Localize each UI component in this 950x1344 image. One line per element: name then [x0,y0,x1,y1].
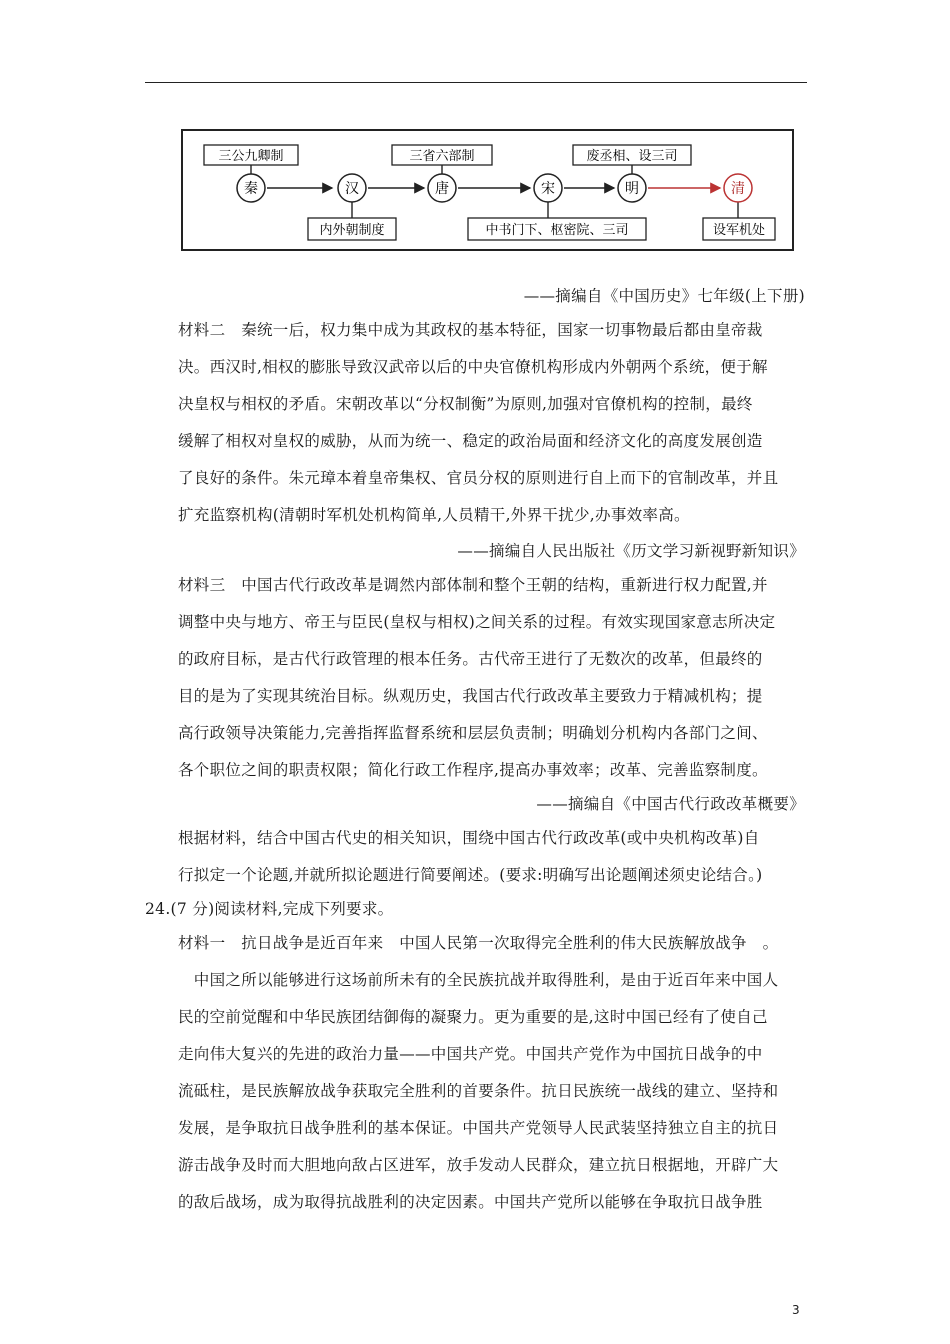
material3-line: 调整中央与地方、帝王与臣民(皇权与相权)之间关系的过程。有效实现国家意志所决定 [178,613,776,631]
header-rule [145,82,807,83]
q24-line: 的敌后战场，成为取得抗战胜利的决定因素。中国共产党所以能够在争取抗日战争胜 [178,1193,763,1211]
q24-heading: 24.(7 分)阅读材料,完成下列要求。 [145,900,394,918]
q24-line: 走向伟大复兴的先进的政治力量——中国共产党。中国共产党作为中国抗日战争的中 [178,1045,763,1063]
q24-line: 流砥柱，是民族解放战争获取完全胜利的首要条件。抗日民族统一战线的建立、坚持和 [178,1082,779,1100]
material2-line: 决皇权与相权的矛盾。宋朝改革以“分权制衡”为原则,加强对官僚机构的控制，最终 [178,395,753,413]
label-sangong: 三公九卿制 [218,149,284,164]
material2-line: 扩充监察机构(清朝时军机处机构简单,人员精干,外界干扰少,办事效率高。 [178,506,690,524]
dynasty-qin: 秦 [244,181,258,197]
material2-line: 缓解了相权对皇权的威胁，从而为统一、稳定的政治局面和经济文化的高度发展创造 [178,432,763,450]
dynasty-qing: 清 [731,181,745,197]
material2-line: 了良好的条件。朱元璋本着皇帝集权、官员分权的原则进行自上而下的官制改革，并且 [178,469,779,487]
question-line: 根据材料，结合中国古代史的相关知识，围绕中国古代行政改革(或中央机构改革)自 [178,829,760,847]
material3-line: 的政府目标，是古代行政管理的根本任务。古代帝王进行了无数次的改革，但最终的 [178,650,763,668]
label-neiwaichao: 内外朝制度 [319,223,385,238]
material3-line: 各个职位之间的职责权限；简化行政工作程序,提高办事效率；改革、完善监察制度。 [178,761,768,779]
dynasty-ming: 明 [625,181,639,197]
dynasty-tang: 唐 [435,181,449,197]
question-line: 行拟定一个论题,并就所拟论题进行简要阐述。(要求:明确写出论题阐述须史论结合。) [178,866,763,884]
material2-source: ——摘编自人民出版社《历文学习新视野新知识》 [457,542,805,560]
q24-line: 游击战争及时而大胆地向敌占区进军，放手发动人民群众，建立抗日根据地，开辟广大 [178,1156,779,1174]
label-zhongshumenxia: 中书门下、枢密院、三司 [485,223,629,238]
material3-line: 高行政领导决策能力,完善指挥监督系统和层层负责制；明确划分机构内各部门之间、 [178,724,768,742]
material2-line: 决。西汉时,相权的膨胀导致汉武帝以后的中央官僚机构形成内外朝两个系统，便于解 [178,358,768,376]
q24-line: 发展，是争取抗日战争胜利的基本保证。中国共产党领导人民武装坚持独立自主的抗日 [178,1119,779,1137]
dynasty-han: 汉 [345,181,359,197]
label-feichengxiang: 废丞相、设三司 [586,149,678,164]
q24-line: 民的空前觉醒和中华民族团结御侮的凝聚力。更为重要的是,这时中国已经有了使自己 [178,1008,768,1026]
label-junjichu: 设军机处 [712,223,766,238]
material3-line: 材料三 中国古代行政改革是调然内部体制和整个王朝的结构，重新进行权力配置,并 [178,576,768,594]
q24-material1-title: 材料一 抗日战争是近百年来 中国人民第一次取得完全胜利的伟大民族解放战争 。 [178,934,779,952]
material1-source: ——摘编自《中国历史》七年级(上下册) [523,287,805,305]
material2-line: 材料二 秦统一后，权力集中成为其政权的基本特征，国家一切事物最后都由皇帝裁 [178,321,763,339]
dynasty-diagram [180,128,795,252]
label-sansheng: 三省六部制 [409,149,475,164]
material3-line: 目的是为了实现其统治目标。纵观历史，我国古代行政改革主要致力于精减机构；提 [178,687,763,705]
dynasty-song: 宋 [541,181,555,197]
page-number: 3 [792,1303,800,1317]
q24-line: 中国之所以能够进行这场前所未有的全民族抗战并取得胜利，是由于近百年来中国人 [178,971,779,989]
material3-source: ——摘编自《中国古代行政改革概要》 [536,795,805,813]
